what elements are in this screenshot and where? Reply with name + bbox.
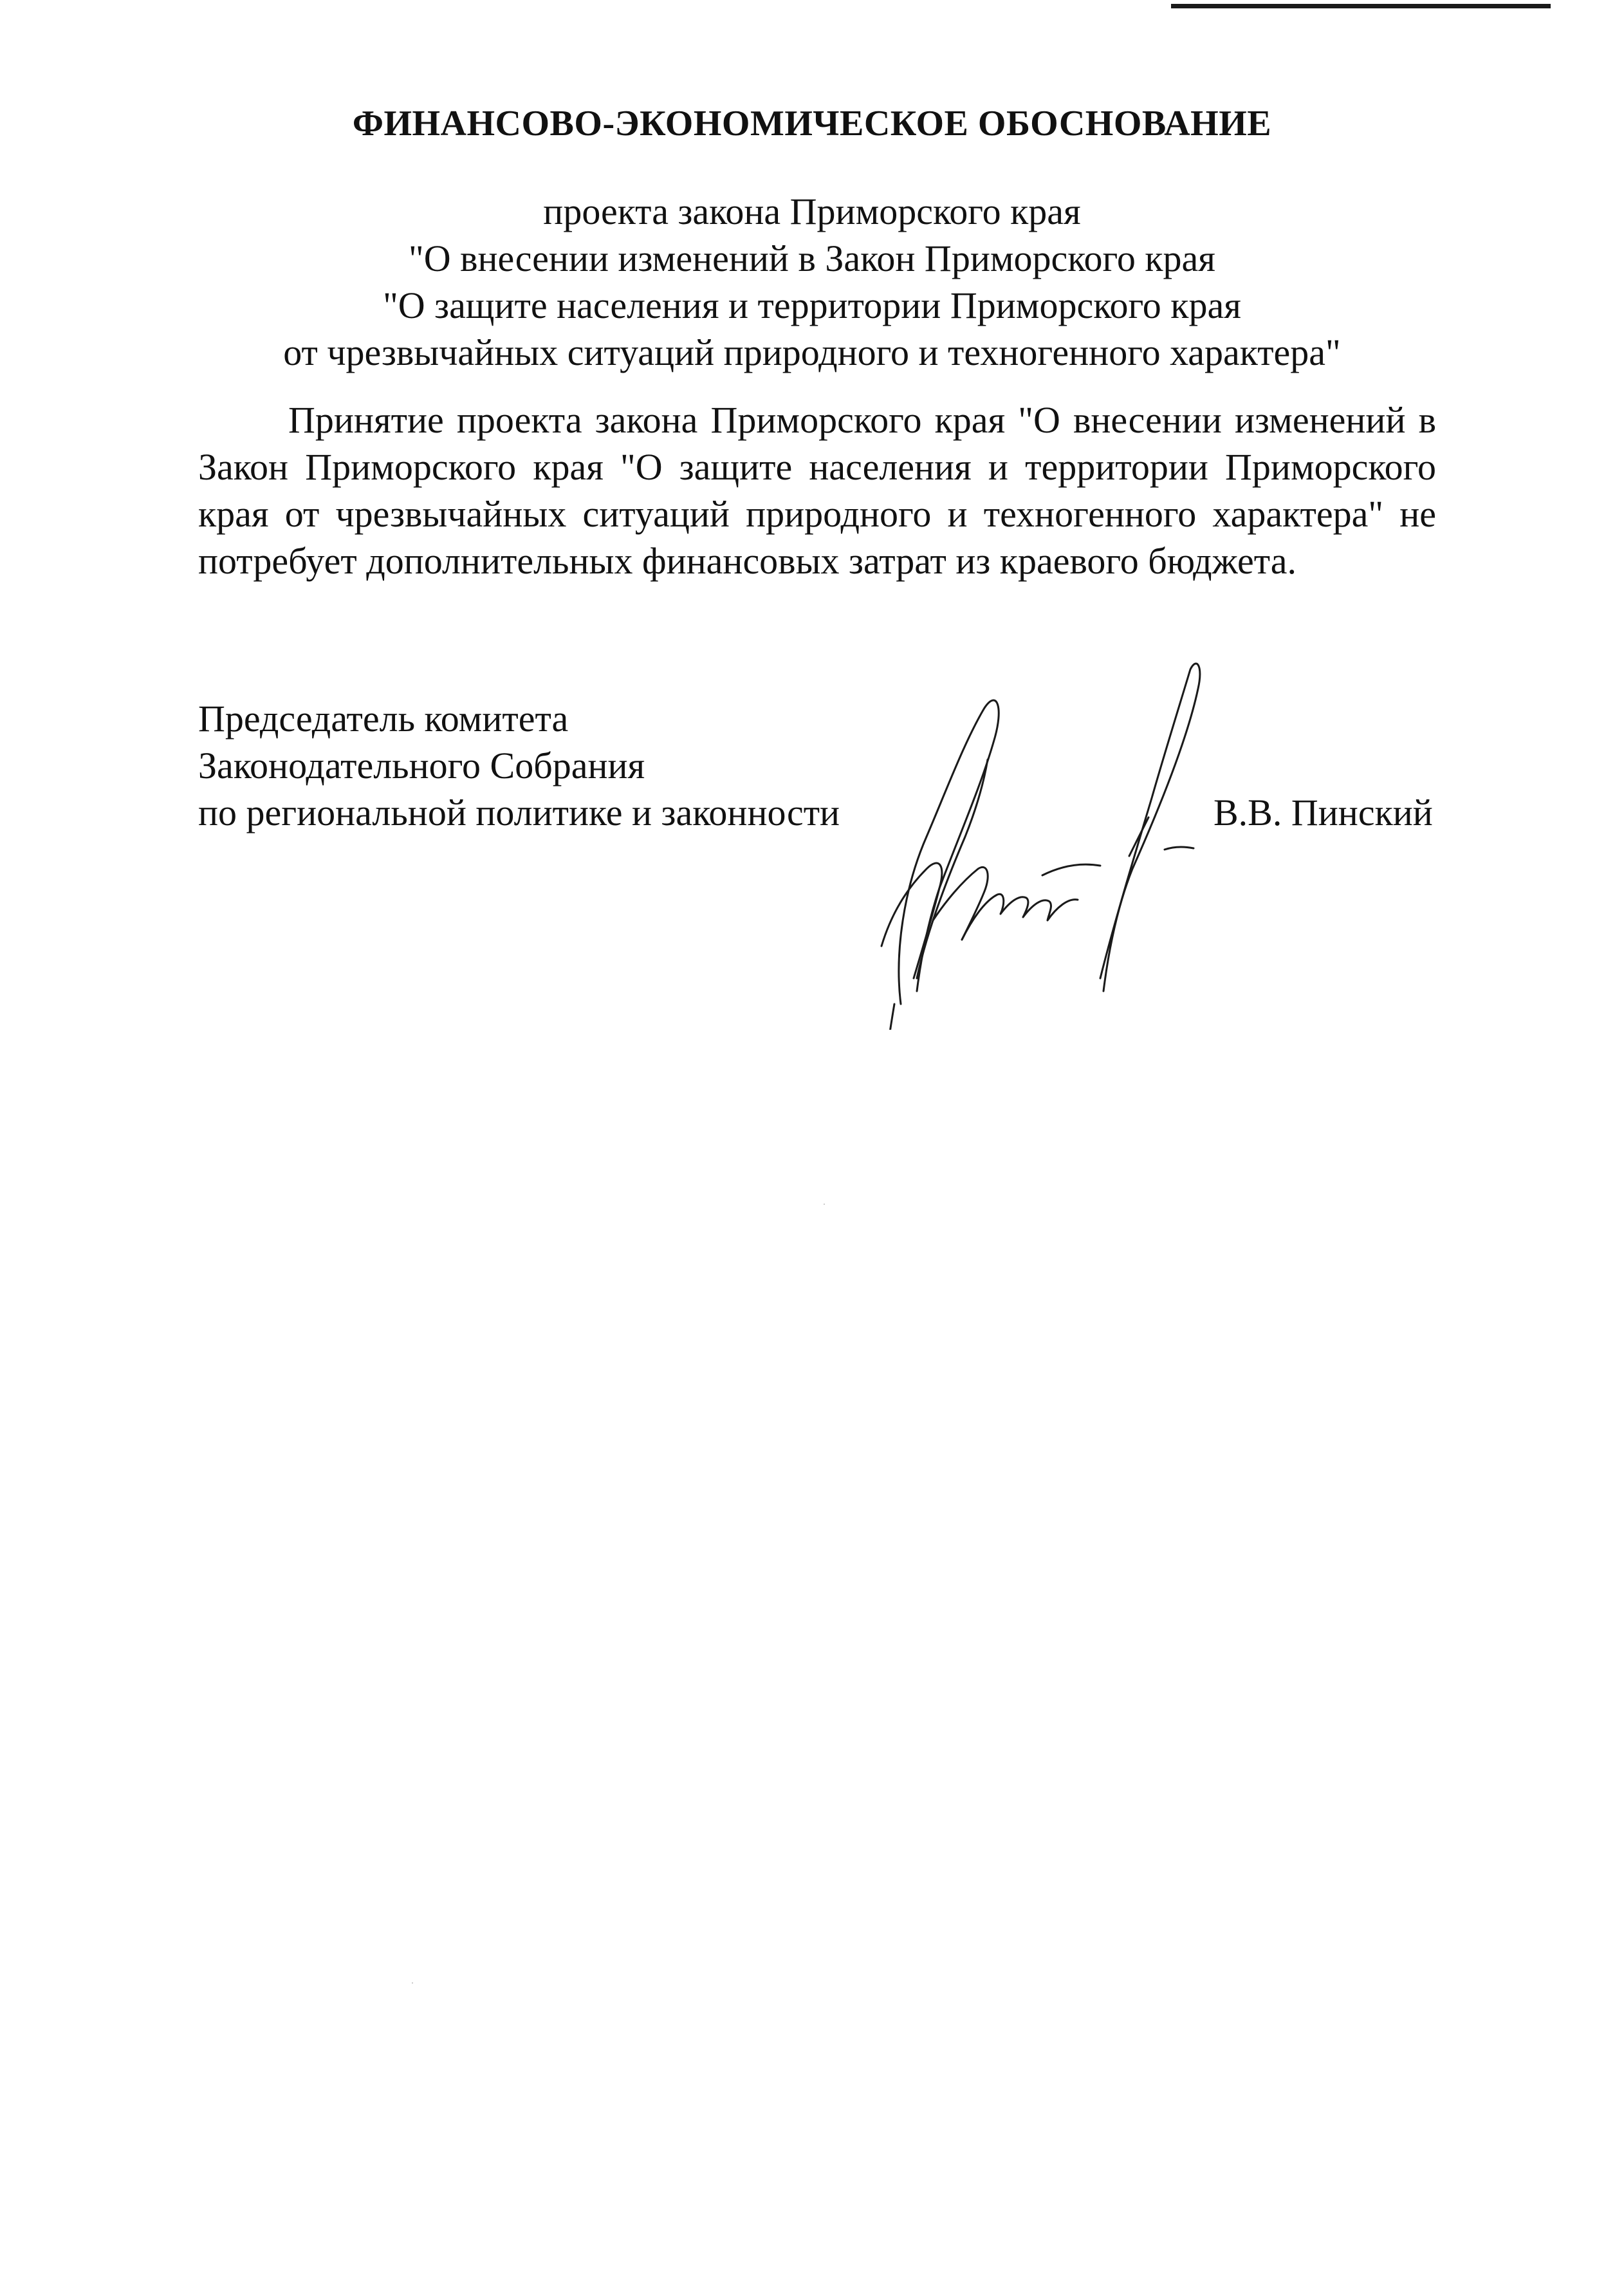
subtitle-line: "О защите населения и территории Приморского края bbox=[383, 284, 1241, 326]
signer-name: В.В. Пинский bbox=[1213, 792, 1433, 833]
position-line: Председатель комитета bbox=[198, 698, 569, 740]
scan-speck bbox=[824, 1204, 825, 1205]
position-line: по региональной политике и законности bbox=[198, 792, 840, 833]
document-subtitle bbox=[0, 188, 1624, 376]
subtitle-line: проекта закона Приморского края bbox=[543, 191, 1081, 232]
position-line: Законодательного Собрания bbox=[198, 745, 645, 786]
handwritten-signature-icon bbox=[856, 644, 1216, 1030]
signer-position bbox=[198, 695, 840, 836]
document-title: ФИНАНСОВО-ЭКОНОМИЧЕСКОЕ ОБОСНОВАНИЕ bbox=[352, 104, 1272, 144]
top-border-line bbox=[1171, 4, 1551, 8]
subtitle-line: "О внесении изменений в Закон Приморского края bbox=[409, 237, 1215, 279]
subtitle-line: от чрезвычайных ситуаций природного и техногенного характера" bbox=[283, 331, 1341, 373]
body-paragraph: Принятие проекта закона Приморского края "О внесении изменений в Закон Приморского края "О защите населения и территории Приморского края от чрезвычайных ситуаций природного и техногенного характера" не потребует дополнительных финансовых затрат из краевого бюджета. bbox=[198, 399, 1436, 582]
scan-speck bbox=[412, 1982, 413, 1984]
